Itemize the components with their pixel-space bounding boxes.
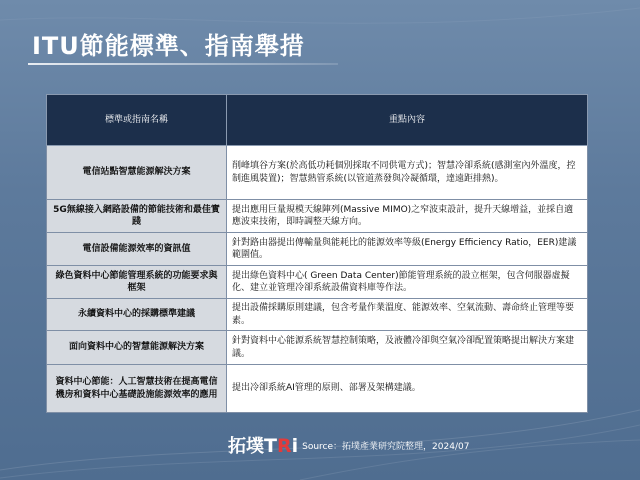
table-row xyxy=(47,299,588,331)
standard-name: 電信設備能源效率的資訊值 xyxy=(47,233,227,266)
title-underline xyxy=(28,63,338,65)
standard-content: 提出設備採購原則建議，包含考量作業溫度、能源效率、空氣流動、壽命終止管理等要素。 xyxy=(227,299,588,331)
standard-content: 提出綠色資料中心( Green Data Center)節能管理系統的設立框架，包含伺服器虛擬化、建立並管理冷卻系統設備資料庫等作法。 xyxy=(227,266,588,299)
standard-name: 面向資料中心的智慧能源解決方案 xyxy=(47,331,227,365)
tri-logo xyxy=(228,432,298,458)
logo-letter-i: i xyxy=(291,435,299,457)
standard-content: 提出應用巨量規模天線陣列(Massive MIMO)之窄波束設計，提升天線增益，並採自適應波束技術，即時調整天線方向。 xyxy=(227,200,588,233)
table-header-row xyxy=(47,95,588,146)
standards-table xyxy=(46,94,588,413)
standard-name: 5G無線接入網路設備的節能技術和最佳實踐 xyxy=(47,200,227,233)
table-row xyxy=(47,233,588,266)
table-row xyxy=(47,365,588,413)
standard-name: 資料中心節能：人工智慧技術在提高電信機房和資料中心基礎設施能源效率的應用 xyxy=(47,365,227,413)
logo-letter-r: R xyxy=(276,435,292,457)
standard-content: 削峰填谷方案(於高低功耗個別採取不同供電方式)；智慧冷卻系統(感測室內外溫度，控制進風裝置)；智慧熱管系統(以管道蒸發與冷凝循環，達遠距排熱)。 xyxy=(227,146,588,200)
table-row xyxy=(47,200,588,233)
source-note: Source：拓墣產業研究院整理，2024/07 xyxy=(302,441,470,452)
footer xyxy=(228,432,469,458)
logo-chinese: 拓墣 xyxy=(228,436,264,457)
standard-content: 針對路由器提出傳輸量與能耗比的能源效率等級(Energy Efficiency Ratio，EER)建議範圍值。 xyxy=(227,233,588,266)
column-header-content: 重點內容 xyxy=(227,95,588,146)
standard-name: 永續資料中心的採購標準建議 xyxy=(47,299,227,331)
table-row xyxy=(47,146,588,200)
slide-title: ITU節能標準、指南舉措 xyxy=(32,32,305,60)
standard-content: 針對資料中心能源系統智慧控制策略，及液體冷卻與空氣冷卻配置策略提出解決方案建議。 xyxy=(227,331,588,365)
standard-name: 綠色資料中心節能管理系統的功能要求與框架 xyxy=(47,266,227,299)
table-row xyxy=(47,331,588,365)
standard-name: 電信站點智慧能源解決方案 xyxy=(47,146,227,200)
column-header-name: 標準或指南名稱 xyxy=(47,95,227,146)
table-row xyxy=(47,266,588,299)
standard-content: 提出冷卻系統AI管理的原則、部署及架構建議。 xyxy=(227,365,588,413)
logo-letter-t: T xyxy=(264,435,277,457)
